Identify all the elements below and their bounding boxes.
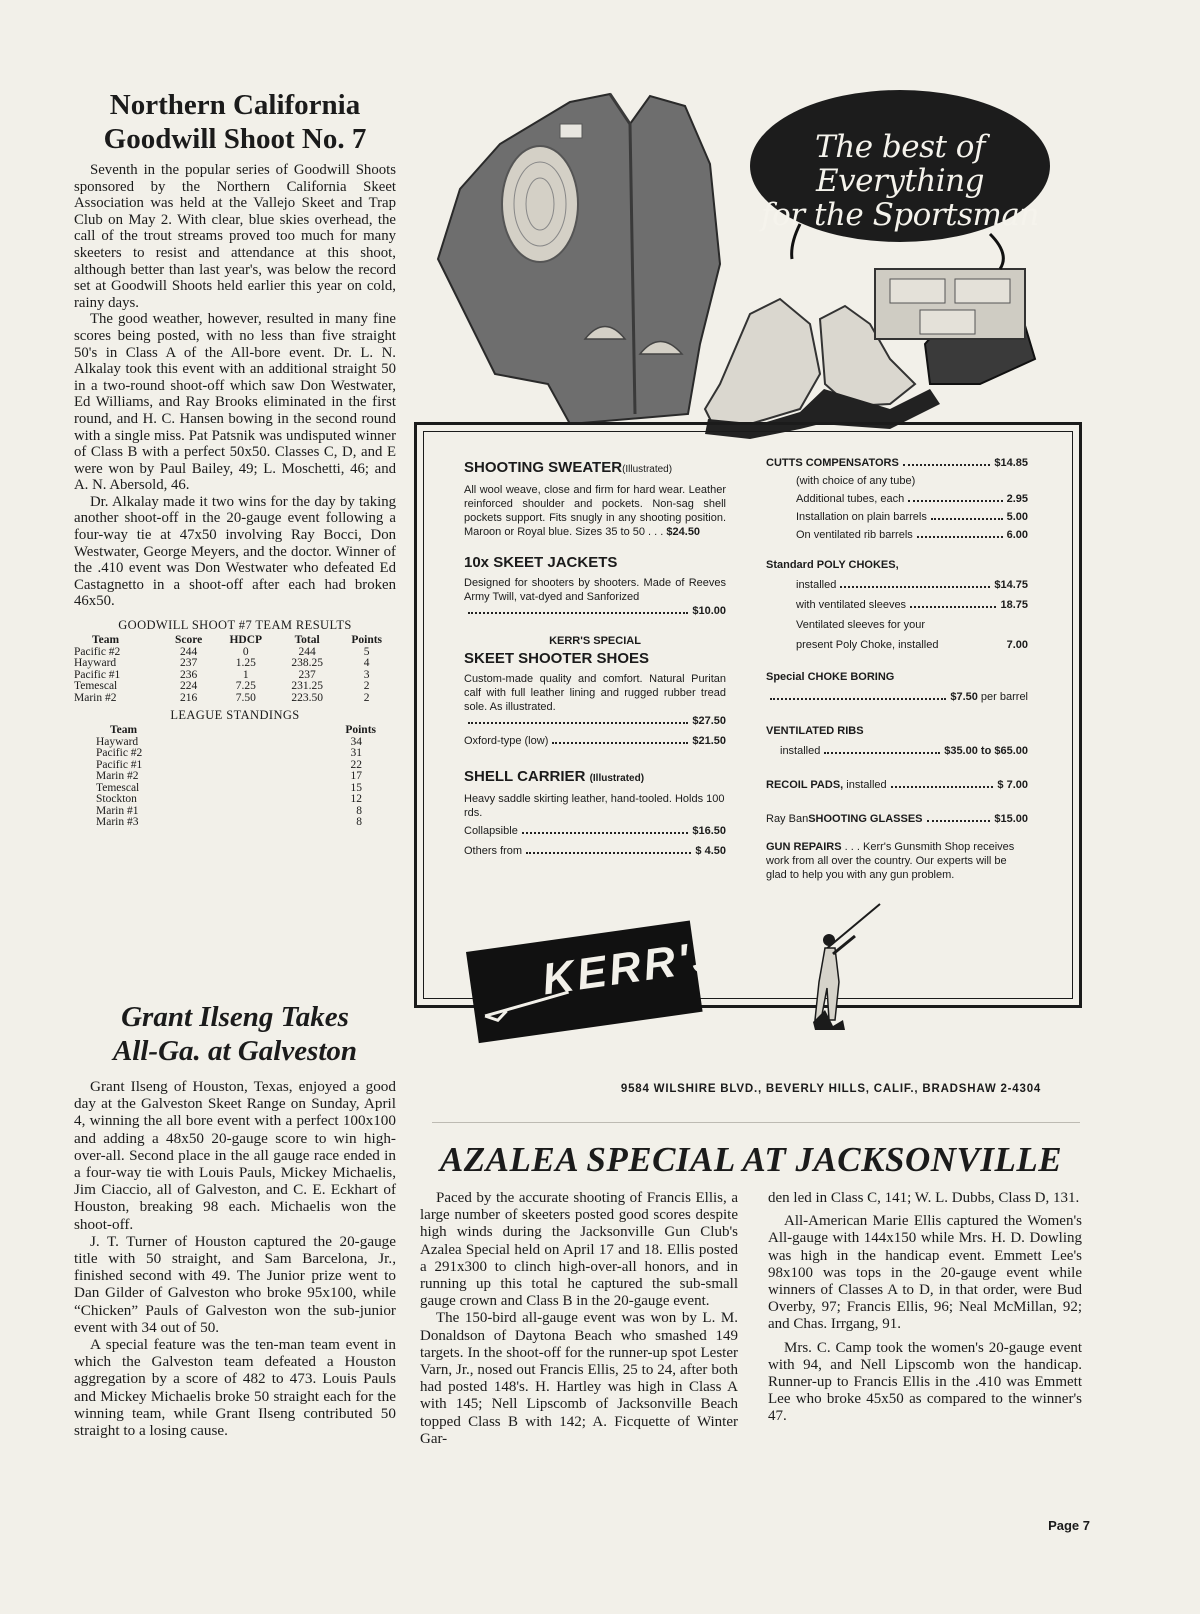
points-cell: 22 (350, 758, 362, 771)
header-cell: Total (294, 634, 320, 647)
team-cell: Marin #1 (96, 804, 139, 817)
points-cell: 2 (363, 680, 370, 693)
hdcp-cell: 7.50 (235, 691, 256, 704)
team-cell: Hayward (96, 735, 139, 748)
league-table (96, 725, 376, 829)
article-northern-california (74, 88, 396, 829)
total-cell: 244 (298, 645, 316, 658)
leader-dots (526, 852, 691, 854)
team-cell: Marin #2 (96, 770, 139, 783)
team-results-table (74, 635, 396, 704)
price-line: Installation on plain barrels 5.00 (796, 511, 1028, 523)
team-cell: Hayward (74, 657, 117, 670)
table-row (74, 647, 396, 659)
hunter-figure-icon (795, 902, 895, 1052)
team-cell: Temescal (96, 781, 140, 794)
table-row (74, 670, 396, 682)
leader-dots (910, 606, 996, 608)
price-line: installed $35.00 to $65.00 (780, 745, 1028, 757)
leader-dots (770, 698, 946, 700)
team-cell: Marin #2 (74, 691, 117, 704)
points-cell: 5 (363, 645, 370, 658)
leader-dots (522, 832, 689, 834)
item-pretitle: KERR'S SPECIAL (549, 635, 641, 647)
points-cell: 31 (350, 747, 362, 760)
hdcp-cell: 7.25 (235, 680, 256, 693)
item-description: Designed for shooters by shooters. Made of Reeves Army Twill, vat-dyed and Sanforized (464, 577, 726, 603)
table-row (96, 817, 376, 829)
article-column-1 (420, 1190, 738, 1448)
paragraph: Grant Ilseng of Houston, Texas, enjoyed a good day at the Galveston Skeet Range on Sunday, April 4, winning the all bore event with a perfect 100x100 and adding a 48x50 20-gauge score to win high-over-all. Second place in the all gauge race ended in a four-way tie with Louis Pauls, Mickey Michaelis, Jim Ciaccio, all of Galveston, and C. E. Eckhart of Houston, breaking 98 each. Michaelis won the shoot-off. (74, 1078, 396, 1233)
article-title: Northern California Goodwill Shoot No. 7 (103, 89, 367, 155)
score-cell: 236 (179, 668, 198, 681)
item-title: SHOOTING SWEATER(Illustrated) (464, 459, 673, 476)
team-cell: Pacific #2 (96, 747, 143, 760)
score-cell: 244 (179, 645, 198, 658)
hdcp-cell: 1.25 (235, 657, 256, 670)
price-line: Collapsible $16.50 (464, 825, 726, 837)
leader-dots (927, 820, 991, 822)
article-body (420, 1190, 1082, 1448)
price-line: with ventilated sleeves 18.75 (796, 599, 1028, 611)
item-description: All wool weave, close and firm for hard wear. Leather reinforced shoulder and pockets. Non-sag shell pockets support. Fits snugly in any shooting position. Maroon or Royal blue. Sizes 35 to 50 . . . $24.50 (464, 484, 726, 538)
paragraph: A special feature was the ten-man team event in which the Galveston team defeated a Houston aggregation by a score of 482 to 473. Louis Pauls and Mickey Michaelis broke 50 straight each for the winning team, while Grant Ilseng contributed 50 straight to a losing cause. (74, 1336, 396, 1440)
ad-address: 9584 WILSHIRE BLVD., BEVERLY HILLS, CALIF., BRADSHAW 2-4304 (620, 1083, 1042, 1095)
total-cell: 223.50 (291, 691, 323, 704)
item-title: 10x SKEET JACKETS (464, 554, 618, 571)
article-azalea-special (420, 1140, 1082, 1448)
hdcp-cell: 1 (242, 668, 249, 681)
paragraph: J. T. Turner of Houston captured the 20-gauge title with 50 straight, and Sam Barcelona, Jr., finished second with 49. The Junior prize went to Dan Gilder of Galveston who broke 95x100, while “Chicken” Pauls of Galveston won the sub-junior event with 34 out of 50. (74, 1232, 396, 1336)
points-cell: 2 (363, 691, 370, 704)
kerrs-logo-text: KERR'S (539, 930, 727, 1005)
leader-dots (903, 464, 991, 466)
leader-dots (468, 722, 688, 724)
slogan-line-1: The best of Everything (815, 129, 985, 199)
leader-dots (908, 500, 1002, 502)
total-cell: 231.25 (291, 680, 323, 693)
team-results-title: GOODWILL SHOOT #7 TEAM RESULTS (118, 618, 352, 633)
price-line: Ray Ban SHOOTING GLASSES $15.00 (766, 813, 1028, 825)
item-description: GUN REPAIRS . . . Kerr's Gunsmith Shop receives work from all over the country. Our experts will be glad to help you with any gun problem. (766, 841, 1015, 881)
kerrs-advertisement (420, 84, 1080, 1114)
slogan-oval (750, 90, 1050, 242)
price-line: $10.00 (464, 604, 726, 618)
paragraph: The 150-bird all-gauge event was won by L. M. Donaldson of Daytona Beach who smashed 149 targets. In the shoot-off for the runner-up spot Lester Varn, Jr., nosed out Francis Ellis, 25 to 24, after both had posted 148's. H. Hartley was high in Class A with 145; Nell Lipscomb of Jacksonville Beach topped Class B with 142; A. Ficquette of Winter Gar- (420, 1310, 738, 1447)
team-cell: Stockton (96, 793, 137, 806)
score-cell: 224 (179, 680, 198, 693)
total-cell: 238.25 (291, 657, 323, 670)
item-note: Ventilated sleeves for your (796, 619, 926, 631)
price-line: Additional tubes, each 2.95 (796, 493, 1028, 505)
item-title: Standard POLY CHOKES, (766, 559, 899, 571)
points-cell: 8 (356, 816, 362, 829)
article-grant-ilseng (74, 1000, 396, 1439)
item-title: VENTILATED RIBS (766, 725, 864, 737)
header-cell: Score (174, 634, 203, 647)
item-title: SKEET SHOOTER SHOES (464, 650, 650, 667)
league-standings-title: LEAGUE STANDINGS (170, 708, 300, 723)
paragraph: Seventh in the popular series of Goodwill Shoots sponsored by the Northern California Skeet Association was held at the Vallejo Skeet and Trap Club on May 2. With clear, blue skies overhead, the call of the trout streams proved too much for many skeeters to resist and attendance at this shoot, although better than last year's, was below the record set at Goodwill Shoots held earlier this year on cold, rainy days. (74, 162, 396, 311)
total-cell: 237 (298, 668, 316, 681)
table-row (74, 681, 396, 693)
paragraph: The good weather, however, resulted in many fine scores being posted, with no less than five straight 50's in Class A of the All-bore event. Dr. L. N. Alkalay took this event with an additional straight 50 in a two-round shoot-off which saw Don Westwater, Ed Williams, and Ray Brooks eliminated in the first round, and H. C. Hansen bowing in the second round with a single miss. Pat Patsnik was undisputed winner of Class B with a perfect 50x50. Classes C, D, and E were won by Paul Bailey, 49; L. Moschetti, 46; and A. N. Abersold, 46. (74, 311, 396, 494)
header-cell: HDCP (229, 634, 263, 647)
header-cell: Points (351, 634, 383, 647)
price-line: Oxford-type (low) $21.50 (464, 735, 726, 747)
paragraph: Dr. Alkalay made it two wins for the day by taking another shoot-off in the 20-gauge event following a four-way tie at 47x50 involving Ray Bocci, Don Westwater, George Meyers, and the doctor. Winner of the .410 event was Don Westwater who defeated Ed Castagnetto in a shoot-off after each had broken 46x50. (74, 493, 396, 610)
item-note: (with choice of any tube) (796, 475, 916, 487)
price-line: $27.50 (464, 714, 726, 728)
price-line: CUTTS COMPENSATORS $14.85 (766, 457, 1028, 469)
table-row (96, 760, 376, 772)
item-description: Custom-made quality and comfort. Natural Puritan calf with full leather lining and rugged rubber tread sole. As illustrated. (464, 673, 726, 713)
points-cell: 4 (363, 657, 370, 670)
price-line: Others from $ 4.50 (464, 845, 726, 857)
leader-dots (891, 786, 994, 788)
leader-dots (552, 742, 688, 744)
rifle-icon (481, 988, 573, 1024)
table-row (74, 658, 396, 670)
team-results (74, 618, 396, 704)
team-cell: Temescal (74, 680, 118, 693)
paragraph: Mrs. C. Camp took the women's 20-gauge event with 94, and Nell Lipscomb won the handicap. Runner-up to Francis Ellis in the .410 was Emmett Lee who broke 45x50 as compared to the winner's 47. (768, 1339, 1082, 1425)
team-cell: Pacific #2 (74, 645, 121, 658)
item-description: Heavy saddle skirting leather, hand-tooled. Holds 100 rds. (464, 793, 725, 819)
sweater-illustration (438, 94, 720, 424)
header-cell: Points (345, 724, 376, 737)
table-row (96, 783, 376, 795)
price-line: RECOIL PADS, installed $ 7.00 (766, 779, 1028, 791)
team-cell: Marin #3 (96, 816, 139, 829)
table-row (96, 748, 376, 760)
page-number: Page 7 (1048, 1518, 1090, 1533)
points-cell: 17 (350, 770, 362, 783)
paragraph: All-American Marie Ellis captured the Women's All-gauge with 144x150 while Mrs. H. D. Dowling was high in the handicap event. Emmett Lee's 98x100 was tops in the 20-gauge event while winners of Classes A to D, in that order, were Bud Overby, 97; Francis Ellis, 96; Neal McMillan, 92; and Chas. Irrgang, 91. (768, 1213, 1082, 1333)
team-cell: Pacific #1 (96, 758, 143, 771)
header-cell: Team (110, 724, 138, 737)
price-line: present Poly Choke, installed 7.00 (796, 639, 1028, 651)
score-cell: 237 (179, 657, 198, 670)
table-header-row (96, 725, 376, 737)
score-cell: 216 (179, 691, 198, 704)
article-column-2 (768, 1190, 1082, 1448)
price-line: $7.50 per barrel (766, 690, 1028, 704)
leader-dots (840, 586, 990, 588)
table-row (96, 794, 376, 806)
leader-dots (931, 518, 1003, 520)
slogan-line-2: for the Sportsman (761, 197, 1039, 233)
item-title: Special CHOKE BORING (766, 671, 895, 683)
points-cell: 8 (356, 804, 362, 817)
points-cell: 12 (350, 793, 362, 806)
table-row (74, 693, 396, 705)
header-cell: Team (92, 634, 120, 647)
divider (432, 1122, 1080, 1123)
table-row (96, 806, 376, 818)
leader-dots (468, 612, 688, 614)
paragraph-continuation: den led in Class C, 141; W. L. Dubbs, Class D, 131. (768, 1190, 1080, 1206)
league-standings (74, 708, 396, 829)
ad-left-column (464, 459, 726, 858)
price-line: On ventilated rib barrels 6.00 (796, 529, 1028, 541)
points-cell: 15 (350, 781, 362, 794)
table-header-row (74, 635, 396, 647)
leader-dots (824, 752, 940, 754)
hdcp-cell: 0 (242, 645, 249, 658)
paragraph: Paced by the accurate shooting of Francis Ellis, a large number of skeeters posted good scores despite high winds during the Jacksonville Gun Club's Azalea Special held on April 17 and 18. Ellis posted a 291x300 to clinch high-over-all honors, and in running up this total he captured the sub-small gauge crown and Class B in the 20-gauge event. (420, 1190, 738, 1310)
item-title: SHELL CARRIER (Illustrated) (464, 768, 645, 785)
points-cell: 3 (363, 668, 370, 681)
article-body (74, 162, 396, 610)
points-cell: 34 (350, 735, 362, 748)
table-row (96, 771, 376, 783)
article-body (74, 1078, 396, 1439)
ad-right-column (766, 456, 1028, 882)
team-cell: Pacific #1 (74, 668, 121, 681)
article-title: Grant Ilseng Takes All-Ga. at Galveston (112, 1001, 358, 1067)
price-line: installed $14.75 (796, 579, 1028, 591)
leader-dots (917, 536, 1003, 538)
article-title: AZALEA SPECIAL AT JACKSONVILLE (439, 1140, 1063, 1179)
